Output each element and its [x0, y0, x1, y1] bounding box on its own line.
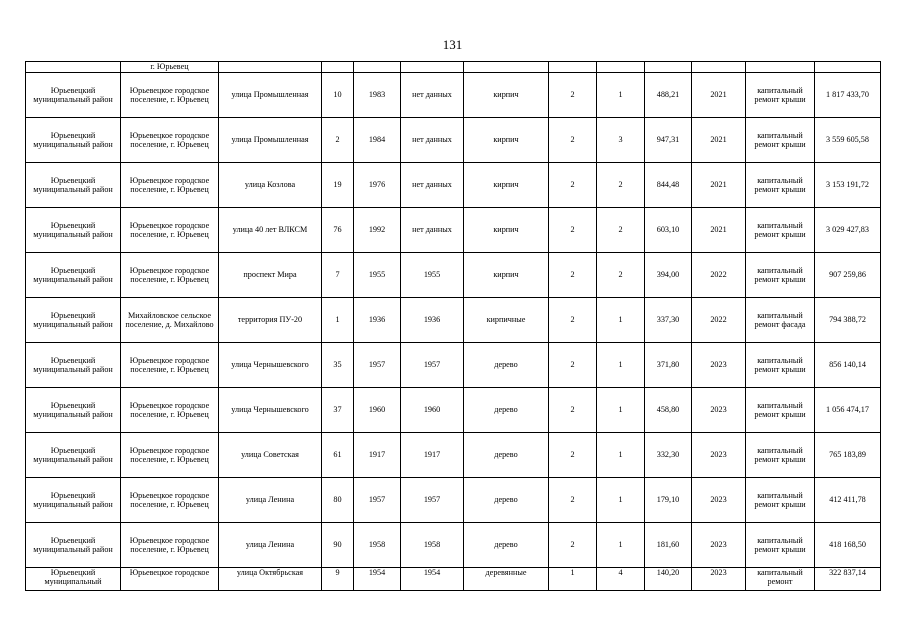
cell-work-type: капитальный ремонт крыши [746, 478, 815, 523]
table-row [26, 568, 881, 591]
page-number: 131 [442, 37, 463, 52]
cell-settlement: г. Юрьевец [121, 62, 219, 73]
cell-street: улица Чернышевского [219, 343, 322, 388]
cell-work-type: капитальный ремонт [746, 568, 815, 591]
cell-street: территория ПУ-20 [219, 298, 322, 343]
cell-district: Юрьевецкий муниципальный район [26, 298, 121, 343]
cell-street: улица Промышленная [219, 73, 322, 118]
cell-house-number: 37 [322, 388, 354, 433]
cell-empty [746, 62, 815, 73]
register-table [25, 61, 881, 591]
cell-floors: 2 [549, 73, 597, 118]
table-row [26, 298, 881, 343]
table-row [26, 523, 881, 568]
cell-house-number: 2 [322, 118, 354, 163]
cell-floors: 2 [549, 208, 597, 253]
table-row [26, 253, 881, 298]
cell-area: 488,21 [645, 73, 692, 118]
cell-entrances: 1 [597, 298, 645, 343]
cell-settlement: Юрьевецкое городское поселение, г. Юрьевец [121, 478, 219, 523]
cell-year-built: 1983 [354, 73, 401, 118]
cell-entrances: 1 [597, 433, 645, 478]
cell-empty [815, 62, 881, 73]
cell-wall-material: кирпич [464, 253, 549, 298]
cell-settlement: Юрьевецкое городское поселение, г. Юрьевец [121, 433, 219, 478]
cell-work-type: капитальный ремонт крыши [746, 208, 815, 253]
cell-cost: 322 837,14 [815, 568, 881, 591]
cell-floors: 2 [549, 478, 597, 523]
cell-house-number: 19 [322, 163, 354, 208]
cell-wall-material: дерево [464, 343, 549, 388]
cell-district: Юрьевецкий муниципальный район [26, 163, 121, 208]
cell-floors: 2 [549, 253, 597, 298]
table-row [26, 208, 881, 253]
cell-work-type: капитальный ремонт крыши [746, 388, 815, 433]
cell-house-number: 35 [322, 343, 354, 388]
cell-empty [219, 62, 322, 73]
cell-entrances: 2 [597, 208, 645, 253]
cell-repair-year: 2022 [692, 253, 746, 298]
cell-work-type: капитальный ремонт крыши [746, 523, 815, 568]
cell-street: улица Октябрьская [219, 568, 322, 591]
cell-street: улица 40 лет ВЛКСМ [219, 208, 322, 253]
cell-work-type: капитальный ремонт крыши [746, 433, 815, 478]
cell-district: Юрьевецкий муниципальный район [26, 343, 121, 388]
cell-area: 181,60 [645, 523, 692, 568]
cell-repair-year: 2021 [692, 163, 746, 208]
cell-settlement: Юрьевецкое городское поселение, г. Юрьевец [121, 73, 219, 118]
cell-district: Юрьевецкий муниципальный [26, 568, 121, 591]
cell-wall-material: кирпичные [464, 298, 549, 343]
cell-year-built: 1954 [354, 568, 401, 591]
cell-year-commissioned: 1955 [401, 253, 464, 298]
cell-empty [692, 62, 746, 73]
cell-work-type: капитальный ремонт крыши [746, 118, 815, 163]
cell-area: 332,30 [645, 433, 692, 478]
cell-repair-year: 2023 [692, 568, 746, 591]
cell-year-commissioned: нет данных [401, 208, 464, 253]
cell-area: 458,80 [645, 388, 692, 433]
cell-entrances: 1 [597, 523, 645, 568]
cell-floors: 1 [549, 568, 597, 591]
cell-settlement: Юрьевецкое городское [121, 568, 219, 591]
cell-district [26, 62, 121, 73]
cell-wall-material: кирпич [464, 208, 549, 253]
cell-empty [401, 62, 464, 73]
cell-area: 371,80 [645, 343, 692, 388]
cell-year-commissioned: 1936 [401, 298, 464, 343]
cell-district: Юрьевецкий муниципальный район [26, 118, 121, 163]
cell-house-number: 9 [322, 568, 354, 591]
cell-year-built: 1958 [354, 523, 401, 568]
cell-house-number: 80 [322, 478, 354, 523]
cell-area: 603,10 [645, 208, 692, 253]
cell-district: Юрьевецкий муниципальный район [26, 478, 121, 523]
cell-repair-year: 2023 [692, 523, 746, 568]
cell-wall-material: кирпич [464, 73, 549, 118]
cell-year-built: 1917 [354, 433, 401, 478]
cell-empty [322, 62, 354, 73]
cell-repair-year: 2023 [692, 343, 746, 388]
cell-street: проспект Мира [219, 253, 322, 298]
cell-cost: 794 388,72 [815, 298, 881, 343]
cell-year-built: 1957 [354, 478, 401, 523]
cell-floors: 2 [549, 163, 597, 208]
cell-area: 140,20 [645, 568, 692, 591]
cell-settlement: Михайловское сельское поселение, д. Михайлово [121, 298, 219, 343]
cell-district: Юрьевецкий муниципальный район [26, 208, 121, 253]
cell-repair-year: 2023 [692, 478, 746, 523]
cell-repair-year: 2021 [692, 208, 746, 253]
cell-settlement: Юрьевецкое городское поселение, г. Юрьевец [121, 388, 219, 433]
cell-wall-material: дерево [464, 523, 549, 568]
cell-wall-material: деревянные [464, 568, 549, 591]
cell-entrances: 1 [597, 388, 645, 433]
cell-cost: 1 056 474,17 [815, 388, 881, 433]
cell-work-type: капитальный ремонт крыши [746, 253, 815, 298]
cell-year-built: 1957 [354, 343, 401, 388]
table-row-continued [26, 62, 881, 73]
table-row [26, 73, 881, 118]
table-row [26, 118, 881, 163]
cell-year-commissioned: 1954 [401, 568, 464, 591]
cell-year-built: 1984 [354, 118, 401, 163]
cell-cost: 3 559 605,58 [815, 118, 881, 163]
cell-repair-year: 2023 [692, 388, 746, 433]
cell-work-type: капитальный ремонт крыши [746, 163, 815, 208]
cell-empty [464, 62, 549, 73]
cell-work-type: капитальный ремонт фасада [746, 298, 815, 343]
cell-empty [597, 62, 645, 73]
cell-house-number: 1 [322, 298, 354, 343]
cell-year-built: 1955 [354, 253, 401, 298]
cell-entrances: 2 [597, 253, 645, 298]
table-row [26, 388, 881, 433]
cell-cost: 3 153 191,72 [815, 163, 881, 208]
cell-year-built: 1960 [354, 388, 401, 433]
cell-district: Юрьевецкий муниципальный район [26, 433, 121, 478]
cell-settlement: Юрьевецкое городское поселение, г. Юрьевец [121, 118, 219, 163]
cell-year-commissioned: 1960 [401, 388, 464, 433]
cell-work-type: капитальный ремонт крыши [746, 73, 815, 118]
cell-house-number: 90 [322, 523, 354, 568]
cell-floors: 2 [549, 433, 597, 478]
cell-district: Юрьевецкий муниципальный район [26, 523, 121, 568]
cell-street: улица Чернышевского [219, 388, 322, 433]
cell-settlement: Юрьевецкое городское поселение, г. Юрьевец [121, 163, 219, 208]
cell-street: улица Козлова [219, 163, 322, 208]
cell-cost: 1 817 433,70 [815, 73, 881, 118]
table-row [26, 433, 881, 478]
cell-empty [354, 62, 401, 73]
cell-area: 337,30 [645, 298, 692, 343]
cell-entrances: 4 [597, 568, 645, 591]
cell-year-commissioned: 1958 [401, 523, 464, 568]
cell-area: 844,48 [645, 163, 692, 208]
cell-wall-material: дерево [464, 388, 549, 433]
cell-entrances: 3 [597, 118, 645, 163]
cell-house-number: 10 [322, 73, 354, 118]
cell-wall-material: кирпич [464, 118, 549, 163]
cell-cost: 418 168,50 [815, 523, 881, 568]
cell-year-built: 1976 [354, 163, 401, 208]
cell-cost: 856 140,14 [815, 343, 881, 388]
table-row [26, 163, 881, 208]
cell-year-commissioned: 1957 [401, 478, 464, 523]
cell-district: Юрьевецкий муниципальный район [26, 388, 121, 433]
cell-empty [549, 62, 597, 73]
cell-wall-material: дерево [464, 433, 549, 478]
cell-area: 394,00 [645, 253, 692, 298]
cell-repair-year: 2023 [692, 433, 746, 478]
cell-repair-year: 2021 [692, 73, 746, 118]
table-row [26, 478, 881, 523]
cell-year-commissioned: 1957 [401, 343, 464, 388]
cell-repair-year: 2022 [692, 298, 746, 343]
cell-floors: 2 [549, 523, 597, 568]
cell-floors: 2 [549, 298, 597, 343]
cell-area: 947,31 [645, 118, 692, 163]
cell-settlement: Юрьевецкое городское поселение, г. Юрьевец [121, 208, 219, 253]
cell-entrances: 1 [597, 343, 645, 388]
cell-year-built: 1936 [354, 298, 401, 343]
cell-year-commissioned: нет данных [401, 118, 464, 163]
cell-work-type: капитальный ремонт крыши [746, 343, 815, 388]
cell-wall-material: кирпич [464, 163, 549, 208]
cell-street: улица Советская [219, 433, 322, 478]
cell-cost: 765 183,89 [815, 433, 881, 478]
cell-street: улица Промышленная [219, 118, 322, 163]
cell-house-number: 76 [322, 208, 354, 253]
cell-wall-material: дерево [464, 478, 549, 523]
cell-entrances: 2 [597, 163, 645, 208]
cell-cost: 412 411,78 [815, 478, 881, 523]
cell-house-number: 7 [322, 253, 354, 298]
cell-floors: 2 [549, 343, 597, 388]
cell-street: улица Ленина [219, 523, 322, 568]
cell-settlement: Юрьевецкое городское поселение, г. Юрьевец [121, 253, 219, 298]
cell-entrances: 1 [597, 478, 645, 523]
cell-district: Юрьевецкий муниципальный район [26, 253, 121, 298]
cell-year-built: 1992 [354, 208, 401, 253]
table-body [26, 62, 881, 591]
cell-year-commissioned: нет данных [401, 163, 464, 208]
cell-floors: 2 [549, 388, 597, 433]
cell-settlement: Юрьевецкое городское поселение, г. Юрьевец [121, 523, 219, 568]
cell-year-commissioned: нет данных [401, 73, 464, 118]
cell-repair-year: 2021 [692, 118, 746, 163]
cell-house-number: 61 [322, 433, 354, 478]
cell-floors: 2 [549, 118, 597, 163]
table-row [26, 343, 881, 388]
cell-street: улица Ленина [219, 478, 322, 523]
cell-cost: 3 029 427,83 [815, 208, 881, 253]
cell-year-commissioned: 1917 [401, 433, 464, 478]
cell-entrances: 1 [597, 73, 645, 118]
cell-empty [645, 62, 692, 73]
cell-cost: 907 259,86 [815, 253, 881, 298]
cell-settlement: Юрьевецкое городское поселение, г. Юрьевец [121, 343, 219, 388]
cell-district: Юрьевецкий муниципальный район [26, 73, 121, 118]
cell-area: 179,10 [645, 478, 692, 523]
